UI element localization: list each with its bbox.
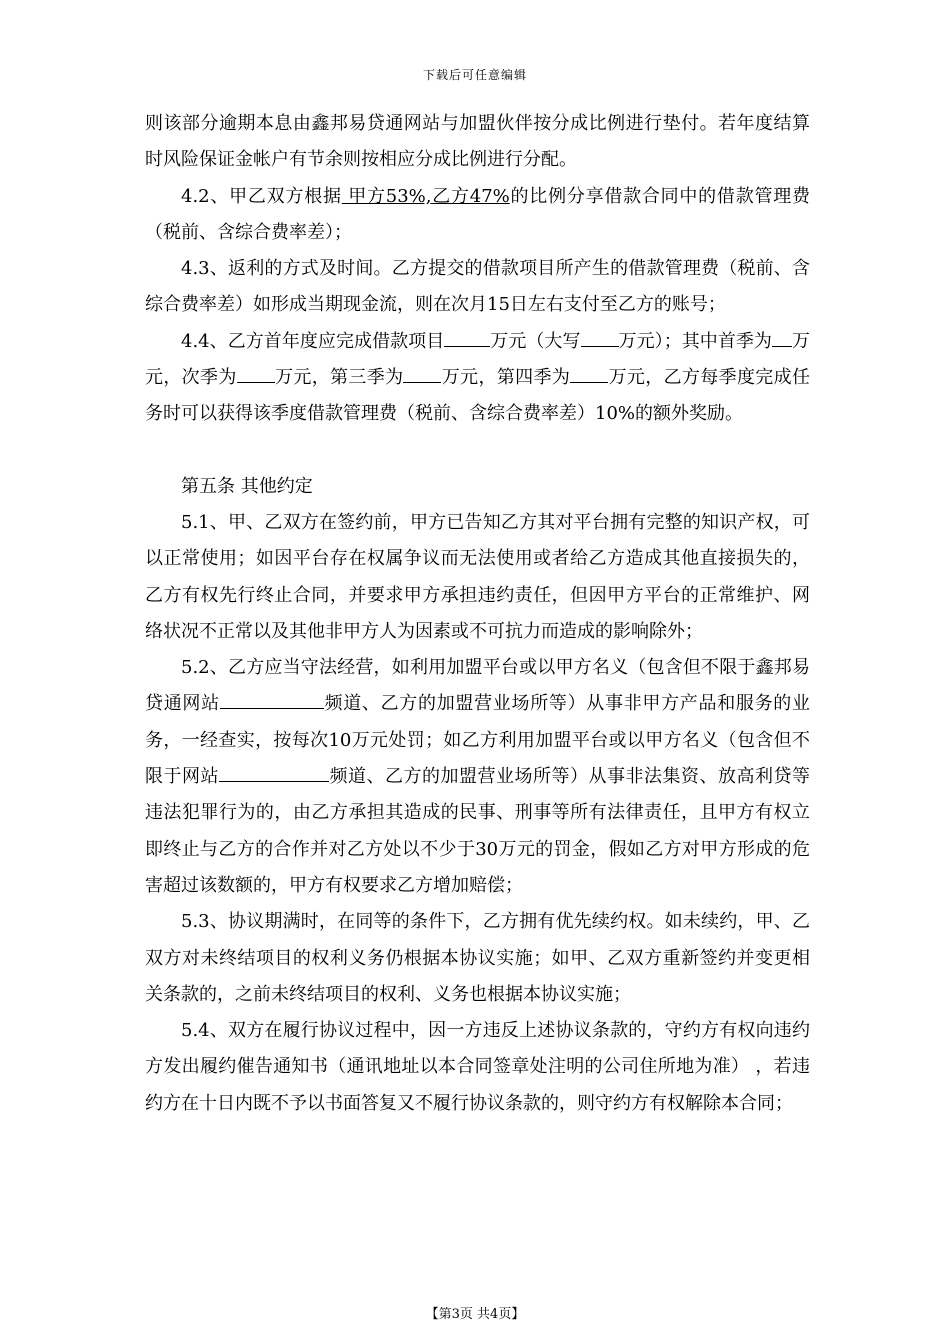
blank-q3-amount: [403, 364, 441, 383]
clause-4-3: 4.3、返利的方式及时间。乙方提交的借款项目所产生的借款管理费（税前、含综合费率差）如形成当期现金流，则在次月15日左右支付至乙方的账号；: [145, 258, 810, 316]
section-spacer: [145, 433, 810, 469]
blank-q4-amount: [570, 364, 608, 383]
blank-website-channel-1: [220, 690, 324, 709]
clause-4-2: [145, 179, 810, 252]
clause-5-2-text-b: 频道、乙方的加盟营业场所等）从事非甲方产品和服务的业务，一经查实，按每次10万元处罚；如乙方利用加盟平台或以甲方名义（包含但不限于网站: [145, 693, 811, 788]
clause-4-2-text-b: 的比例分享借款合同中的借款管理费（税前、含综合费率差）；: [145, 185, 810, 243]
clause-4-4: [145, 324, 810, 433]
clause-5-1: 5.1、甲、乙双方在签约前，甲方已告知乙方其对平台拥有完整的知识产权，可以正常使用；如因平台存在权属争议而无法使用或者给乙方造成其他直接损失的，乙方有权先行终止合同，并要求甲方承担违约责任，但因甲方平台的正常维护、网络状况不正常以及其他非甲方人为因素或不可抗力而造成的影响除外；: [145, 511, 810, 642]
page-footer: 【第3页 共4页】: [425, 1307, 525, 1322]
clause-5-2: [145, 650, 810, 904]
blank-annual-amount: [444, 328, 490, 347]
clause-5-2-text-a: 5.2、乙方应当守法经营，如利用加盟平台或以甲方名义（包含但不限于鑫邦易贷通网站: [145, 657, 810, 715]
clause-4-4-text-e: 万元，第三季为: [274, 367, 404, 389]
blank-q2-amount: [237, 364, 275, 383]
blank-q1-amount: [772, 328, 792, 347]
clause-4-4-text-a: 4.4、乙方首年度应完成借款项目: [181, 330, 445, 352]
blank-annual-amount-words: [581, 328, 619, 347]
clause-4-2-text-a: 4.2、甲乙双方根据: [181, 185, 342, 207]
clause-4-2-ratio: 甲方53%,乙方47%: [341, 185, 510, 207]
page-header: 下载后可任意编辑: [422, 68, 527, 82]
clause-5-2-text-c: 频道、乙方的加盟营业场所等）从事非法集资、放高利贷等违法犯罪行为的，由乙方承担其造成的民事、刑事等所有法律责任，且甲方有权立即终止与乙方的合作并对乙方处以不少于30万元的罚金，假如乙方对甲方形成的危害超过该数额的，甲方有权要求乙方增加赔偿；: [145, 766, 810, 896]
clause-5-4: 5.4、双方在履行协议过程中，因一方违反上述协议条款的，守约方有权向违约方发出履约催告通知书（通讯地址以本合同签章处注明的公司住所地为准） ，若违约方在十日内既不予以书面答复又不履行协议条款的，则守约方有权解除本合同；: [145, 1020, 810, 1114]
clause-5-3: 5.3、协议期满时，在同等的条件下，乙方拥有优先续约权。如未续约，甲、乙双方对未终结项目的权利义务仍根据本协议实施；如甲、乙双方重新签约并变更相关条款的，之前未终结项目的权利、义务也根据本协议实施；: [145, 911, 810, 1005]
document-body: [145, 106, 810, 1122]
section-5-title: 第五条 其他约定: [181, 475, 313, 497]
clause-4-4-text-c: 万元）；其中首季为: [618, 330, 772, 352]
blank-website-channel-2: [219, 763, 329, 782]
clause-4-4-text-d: 万元，次季为: [145, 330, 811, 389]
clause-4-4-text-g: 万元，乙方每季度完成任务时可以获得该季度借款管理费（税前、含综合费率差）10%的额外奖励。: [145, 367, 810, 425]
clause-4-4-text-b: 万元（大写: [490, 330, 581, 352]
paragraph-overdue: 则该部分逾期本息由鑫邦易贷通网站与加盟伙伴按分成比例进行垫付。若年度结算时风险保证金帐户有节余则按相应分成比例进行分配。: [145, 113, 810, 171]
clause-4-4-text-f: 万元，第四季为: [441, 367, 571, 389]
